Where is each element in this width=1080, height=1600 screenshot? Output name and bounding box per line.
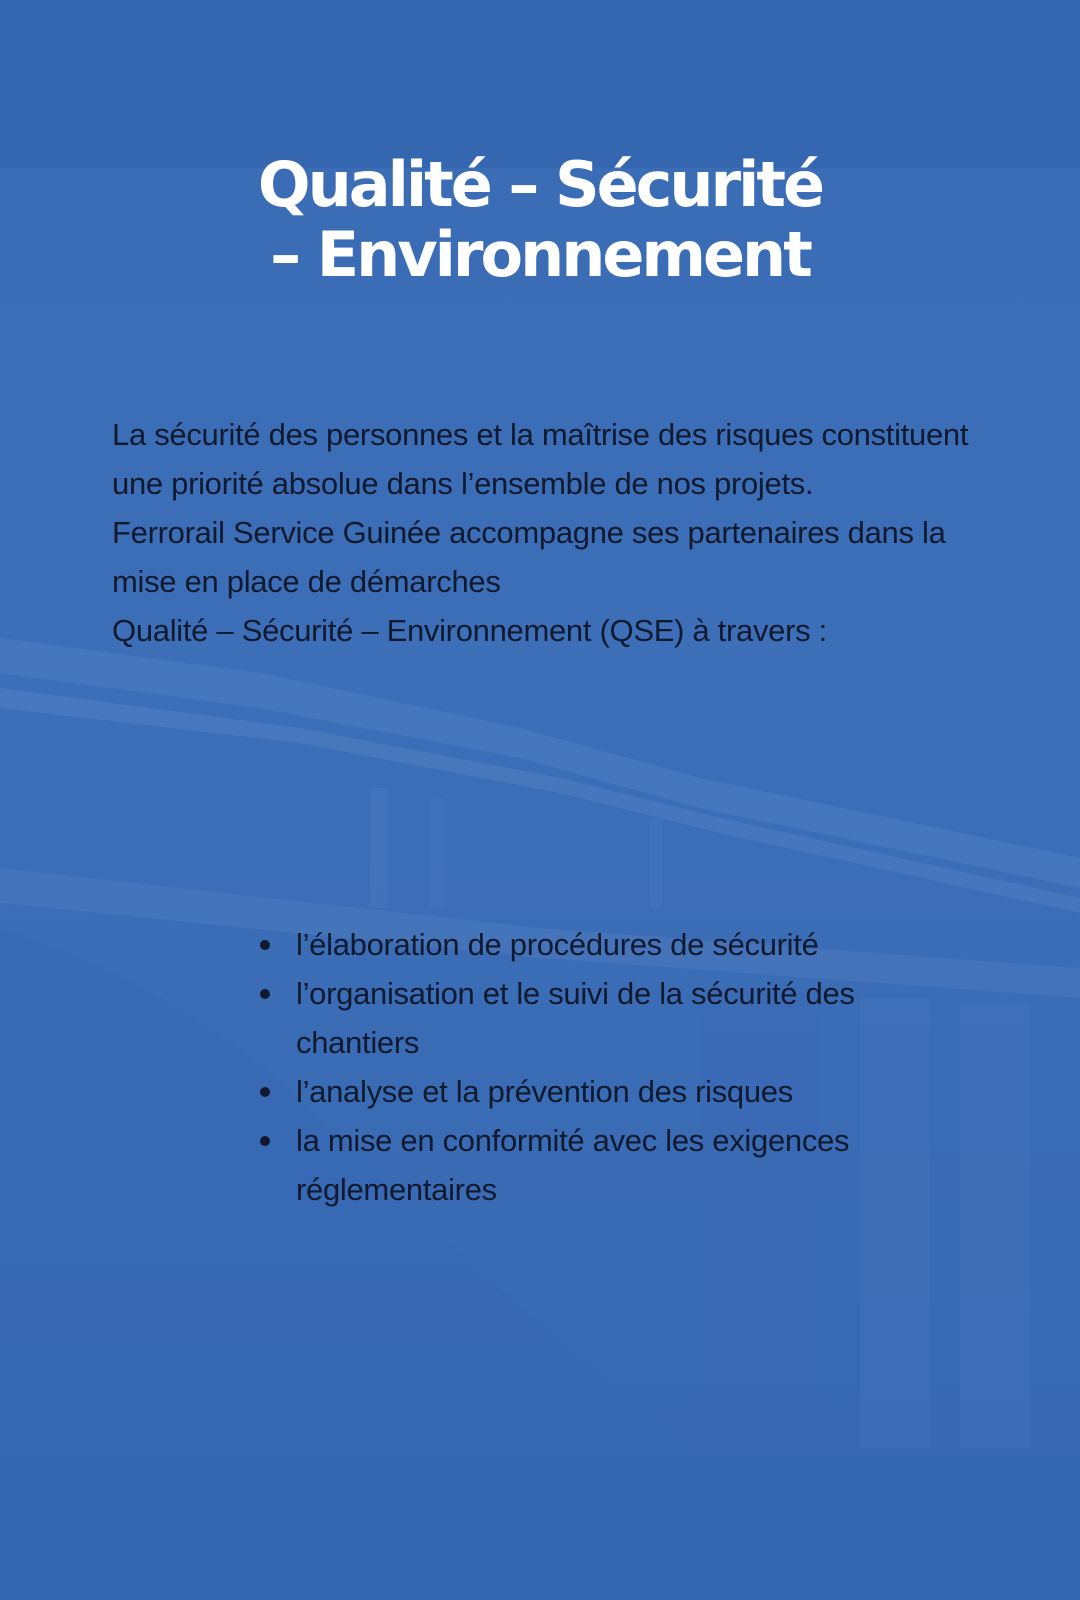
background-photo xyxy=(0,168,1080,1458)
qse-actions-list xyxy=(260,920,860,1214)
list-item: l’organisation et le suivi de la sécurité des chantiers xyxy=(260,969,860,1067)
intro-paragraph-3: Qualité – Sécurité – Environnement (QSE) à travers : xyxy=(112,613,827,648)
bridge-illustration xyxy=(0,168,1080,1458)
list-item: l’analyse et la prévention des risques xyxy=(260,1067,860,1116)
title-line-2: – Environnement xyxy=(270,218,810,291)
page-title xyxy=(0,150,1080,290)
list-item: l’élaboration de procédures de sécurité xyxy=(260,920,860,969)
list-item: la mise en conformité avec les exigences réglementaires xyxy=(260,1116,860,1214)
intro-paragraph-1: La sécurité des personnes et la maîtrise des risques constituent une priorité absolue dans l’ensemble de nos projets. xyxy=(112,417,969,501)
intro-paragraph-2: Ferrorail Service Guinée accompagne ses partenaires dans la mise en place de démarches xyxy=(112,515,946,599)
intro-text xyxy=(112,410,972,655)
title-line-1: Qualité – Sécurité xyxy=(257,148,823,221)
